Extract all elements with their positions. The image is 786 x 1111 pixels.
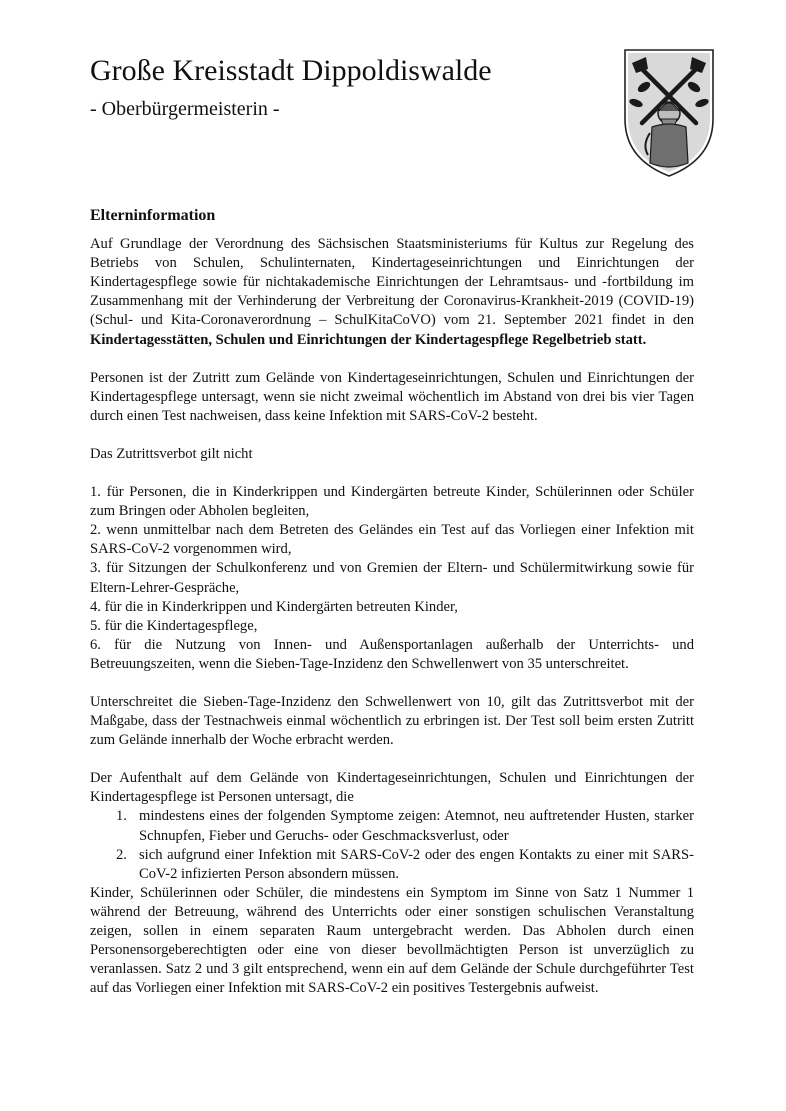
stay-item-text: sich aufgrund einer Infektion mit SARS-CoV-2 oder des engen Kontakts zu einer mit SARS-CoV-2 infizierten Person absondern müssen. (139, 846, 694, 882)
stay-item (90, 807, 694, 845)
coat-of-arms-icon (622, 47, 716, 179)
closing-paragraph: Kinder, Schülerinnen oder Schüler, die mindestens ein Symptom im Sinne von Satz 1 Nummer 1 während der Betreuung, während des Unterrichts oder einer sonstigen schulischen Veranstaltung zeigen, sollen in einem separaten Raum untergebracht werden. Das Abholen durch einen Personensorgeberechtigten oder eine von dieser bevollmächtigten Person ist unverzüglich zu veranlassen. Satz 2 und 3 gilt entsprechend, wenn ein auf dem Gelände der Schule durchgeführter Test auf das Vorliegen einer Infektion mit SARS-CoV-2 ein positives Testergebnis aufweist. (90, 884, 694, 997)
incidence-paragraph: Unterschreitet die Sieben-Tage-Inzidenz den Schwellenwert von 10, gilt das Zutrittsverbot mit der Maßgabe, dass der Testnachweis einmal wöchentlich zu erbringen ist. Der Test soll beim ersten Zutritt zum Gelände innerhalb der Woche erbracht werden. (90, 693, 694, 749)
intro-text: Auf Grundlage der Verordnung des Sächsischen Staatsministeriums für Kultus zur Regelung des Betriebs von Schulen, Schulinternaten, Kindertageseinrichtungen und Einrichtungen der Kindertagespflege sowie für nichtakademische Einrichtungen der Lehramtsaus- und -fortbildung im Zusammenhang mit der Verhinderung der Verbreitung der Coronavirus-Krankheit-2019 (COVID-19) (Schul- und Kita-Coronaverordnung – SchulKitaCoVO) vom 21. September 2021 findet in den (90, 236, 694, 329)
intro-paragraph (90, 235, 694, 350)
exception-item: 2. wenn unmittelbar nach dem Betreten des Geländes ein Test auf das Vorliegen einer Infektion mit SARS-CoV-2 vorgenommen wird, (90, 522, 694, 558)
exception-item: 1. für Personen, die in Kinderkrippen und Kindergärten betreute Kinder, Schülerinnen oder Schüler zum Bringen oder Abholen begleiten, (90, 484, 694, 520)
exceptions-intro: Das Zutrittsverbot gilt nicht (90, 445, 253, 462)
exception-item: 3. für Sitzungen der Schulkonferenz und von Gremien der Eltern- und Schülermitwirkung sowie für Eltern-Lehrer-Gespräche, (90, 560, 694, 596)
exception-item: 4. für die in Kinderkrippen und Kindergärten betreuten Kinder, (90, 598, 458, 615)
stay-intro: Der Aufenthalt auf dem Gelände von Kindertageseinrichtungen, Schulen und Einrichtungen der Kindertagespflege ist Personen untersagt, die (90, 770, 694, 806)
stay-item-number: 1. (116, 808, 127, 825)
exceptions-list (90, 483, 694, 674)
page-title: Große Kreisstadt Dippoldiswalde (90, 54, 492, 87)
stay-item-text: mindestens eines der folgenden Symptome zeigen: Atemnot, neu auftretender Husten, starker Schnupfen, Fieber und Geruchs- oder Geschmacksverlust, oder (139, 808, 694, 844)
exception-item: 5. für die Kindertagespflege, (90, 617, 258, 634)
page-subtitle: - Oberbürgermeisterin - (90, 98, 280, 120)
access-paragraph: Personen ist der Zutritt zum Gelände von Kindertageseinrichtungen, Schulen und Einrichtungen der Kindertagespflege untersagt, wenn sie nicht zweimal wöchentlich im Abstand von drei bis vier Tagen durch einen Test nachweisen, dass keine Infektion mit SARS-CoV-2 besteht. (90, 369, 694, 424)
exception-item: 6. für die Nutzung von Innen- und Außensportanlagen außerhalb der Unterrichts- und Betreuungszeiten, wenn die Sieben-Tage-Inzidenz den Schwellenwert von 35 unterschreitet. (90, 636, 694, 672)
stay-item-number: 2. (116, 846, 127, 863)
letter-body (90, 206, 694, 998)
intro-bold-text: Kindertagesstätten, Schulen und Einrichtungen der Kindertagespflege Regelbetrieb statt. (90, 331, 647, 348)
stay-list (90, 807, 694, 883)
letter-heading: Elterninformation (90, 207, 216, 224)
stay-item (90, 846, 694, 884)
